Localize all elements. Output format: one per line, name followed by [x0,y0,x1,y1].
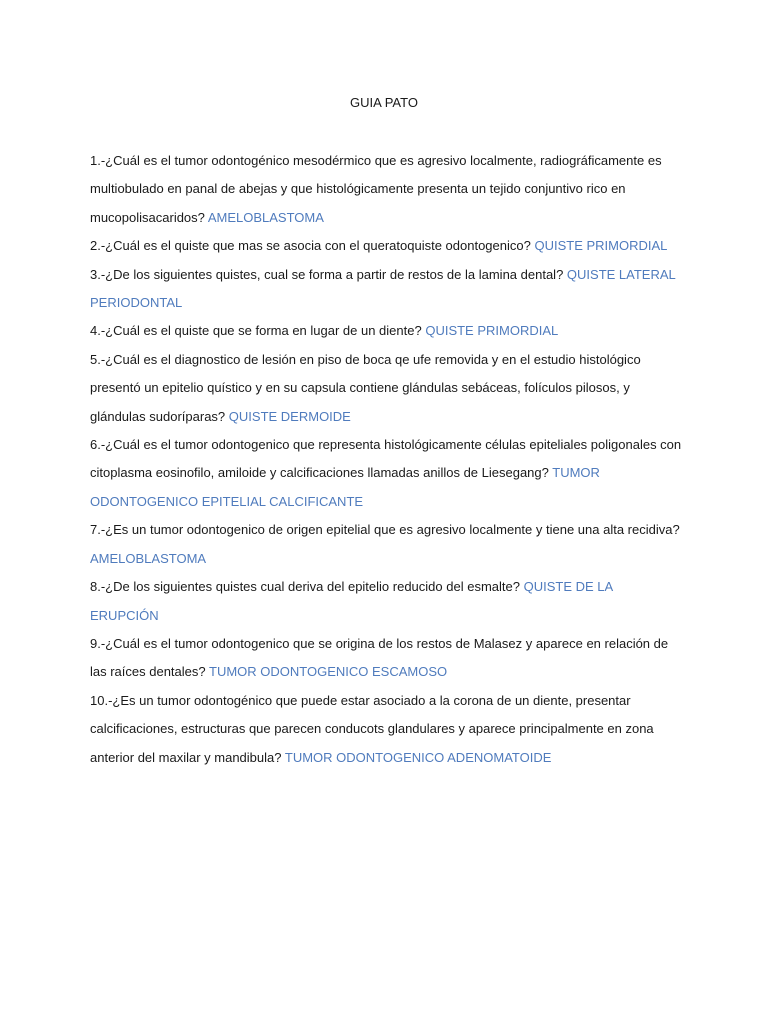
answer-text: QUISTE DE LA ERUPCIÓN [90,579,613,623]
question-item-3 [90,261,682,318]
question-text: 7.-¿Es un tumor odontogenico de origen epitelial que es agresivo localmente y tiene una alta recidiva? [90,522,680,538]
question-item-4 [90,317,682,345]
question-text: 6.-¿Cuál es el tumor odontogenico que representa histológicamente células epiteliales poligonales con citoplasma eosinofilo, amiloide y calcificaciones llamadas anillos de Liesegang? [90,437,682,481]
question-text: 1.-¿Cuál es el tumor odontogénico mesodérmico que es agresivo localmente, radiográficamente es multiobulado en panal de abejas y que histológicamente presenta un tejido conjuntivo rico en mucopolisacaridos? [90,153,662,225]
question-text: 5.-¿Cuál es el diagnostico de lesión en piso de boca qe ufe removida y en el estudio histológico presentó un epitelio quístico y en su capsula contiene glándulas sebáceas, folículos pilosos, y glándulas sudoríparas? [90,351,641,424]
question-list [90,147,682,772]
answer-text: TUMOR ODONTOGENICO ESCAMOSO [209,664,448,680]
question-item-5 [90,346,682,431]
question-item-1 [90,147,682,232]
answer-text: QUISTE PRIMORDIAL [425,323,559,339]
question-text: 4.-¿Cuál es el quiste que se forma en lugar de un diente? [90,323,422,339]
answer-text: QUISTE PRIMORDIAL [534,238,668,254]
answer-text: QUISTE DERMOIDE [228,408,351,424]
question-item-2 [90,232,682,260]
question-text: 9.-¿Cuál es el tumor odontogenico que se origina de los restos de Malasez y aparece en relación de las raíces dentales? [90,635,669,680]
answer-text: TUMOR ODONTOGENICO EPITELIAL CALCIFICANTE [90,465,600,509]
question-item-6 [90,431,682,516]
answer-text: AMELOBLASTOMA [90,550,207,566]
question-item-8 [90,573,682,630]
question-item-10 [90,687,682,772]
answer-text: TUMOR ODONTOGENICO ADENOMATOIDE [284,749,552,765]
question-item-7 [90,516,682,573]
answer-text: QUISTE LATERAL PERIODONTAL [90,266,676,311]
question-item-9 [90,630,682,687]
document-title: GUIA PATO [350,95,418,110]
question-text: 3.-¿De los siguientes quistes, cual se forma a partir de restos de la lamina dental? [90,266,564,282]
question-text: 10.-¿Es un tumor odontogénico que puede estar asociado a la corona de un diente, presentar calcificaciones, estructuras que parecen conducots glandulares y aparece principalmente en zona anterior del maxilar y mandibula? [90,692,654,765]
question-text: 2.-¿Cuál es el quiste que mas se asocia con el queratoquiste odontogenico? [90,238,531,254]
answer-text: AMELOBLASTOMA [207,209,324,225]
question-text: 8.-¿De los siguientes quistes cual deriva del epitelio reducido del esmalte? [90,579,520,595]
